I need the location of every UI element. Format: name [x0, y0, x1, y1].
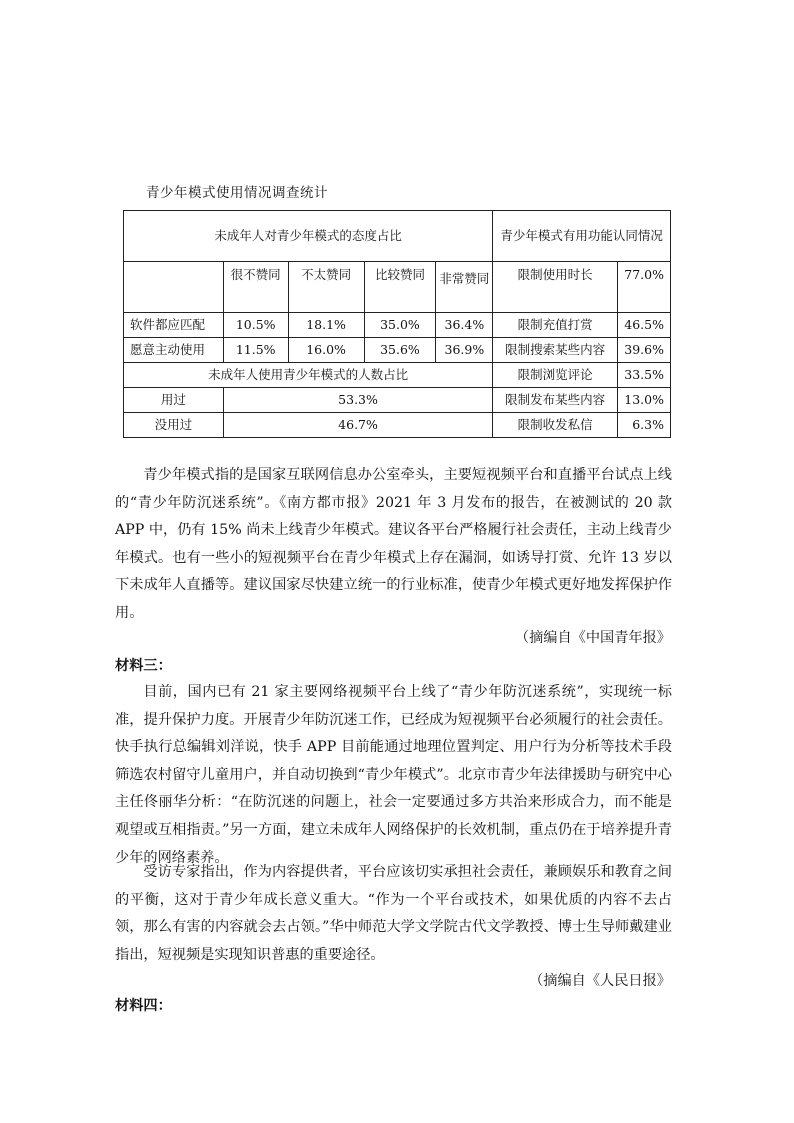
function-header: 青少年模式有用功能认同情况: [493, 211, 671, 262]
cell-value: 36.4%: [436, 313, 493, 338]
source-citation-1: （摘编自《中国青年报》: [514, 630, 671, 646]
cell-value: 35.0%: [364, 313, 436, 338]
paragraph-1: 青少年模式指的是国家互联网信息办公室牵头，主要短视频平台和直播平台试点上线的“青少年防沉迷系统”。《南方都市报》2021 年 3 月发布的报告，在被测试的 20 款 APP 中，仍有 15% 尚未上线青少年模式。建议各平台严格履行社会责任，主动上线青少年模式。也有一些小的短视频平台在青少年模式上存在漏洞，如诱导打赏、允许 13 岁以下未成年人直播等。建议国家尽快建立统一的行业标准，使青少年模式更好地发挥保护作用。: [115, 467, 672, 621]
function-value: 77.0%: [617, 262, 670, 313]
function-value: 33.5%: [617, 363, 670, 388]
function-value: 39.6%: [617, 338, 670, 363]
row-label: 软件都应匹配: [124, 313, 224, 338]
function-value: 6.3%: [617, 413, 670, 438]
function-label: 限制充值打赏: [493, 313, 618, 338]
col-header: 很不赞同: [223, 262, 288, 313]
usage-value: 53.3%: [223, 388, 493, 413]
col-header: 比较赞同: [364, 262, 436, 313]
paragraph-2: 目前，国内已有 21 家主要网络视频平台上线了“青少年防沉迷系统”，实现统一标准，提升保护力度。开展青少年防沉迷工作，已经成为短视频平台必须履行的社会责任。快手执行总编辑刘洋说，快手 APP 目前能通过地理位置判定、用户行为分析等技术手段筛选农村留守儿童用户，并自动切换到“青少年模式”。北京市青少年法律援助与研究中心主任佟丽华分析：“在防沉迷的问题上，社会一定要通过多方共治来形成合力，而不能是观望或互相指责。”另一方面，建立未成年人网络保护的长效机制，重点仍在于培养提升青少年的网络素养。: [115, 684, 672, 866]
function-value: 46.5%: [617, 313, 670, 338]
paragraph-3: 受访专家指出，作为内容提供者，平台应该切实承担社会责任，兼顾娱乐和教育之间的平衡，这对于青少年成长意义重大。“作为一个平台或技术，如果优质的内容不去占领，那么有害的内容就会去占领。”华中师范大学文学院古代文学教授、博士生导师戴建业指出，短视频是实现知识普惠的重要途径。: [115, 864, 672, 963]
function-label: 限制发布某些内容: [493, 388, 618, 413]
usage-label: 用过: [124, 388, 224, 413]
material-4-label: 材料四：: [115, 998, 172, 1014]
cell-value: 35.6%: [364, 338, 436, 363]
survey-table: [123, 210, 671, 438]
cell-value: 18.1%: [288, 313, 364, 338]
cell-value: 16.0%: [288, 338, 364, 363]
function-label: 限制使用时长: [493, 262, 618, 313]
usage-value: 46.7%: [223, 413, 493, 438]
function-label: 限制浏览评论: [493, 363, 618, 388]
cell-value: 10.5%: [223, 313, 288, 338]
row-label: 愿意主动使用: [124, 338, 224, 363]
table-caption: 青少年模式使用情况调查统计: [146, 185, 328, 201]
function-value: 13.0%: [617, 388, 670, 413]
col-header: 非常赞同: [436, 262, 493, 313]
source-citation-2: （摘编自《人民日报》: [529, 973, 671, 989]
function-label: 限制搜索某些内容: [493, 338, 618, 363]
col-header: 不太赞同: [288, 262, 364, 313]
cell-value: 36.9%: [436, 338, 493, 363]
function-label: 限制收发私信: [493, 413, 618, 438]
cell-value: 11.5%: [223, 338, 288, 363]
empty-cell: [124, 262, 224, 313]
material-3-label: 材料三：: [115, 658, 172, 674]
attitude-header: 未成年人对青少年模式的态度占比: [124, 211, 493, 262]
usage-header: 未成年人使用青少年模式的人数占比: [124, 363, 493, 388]
usage-label: 没用过: [124, 413, 224, 438]
